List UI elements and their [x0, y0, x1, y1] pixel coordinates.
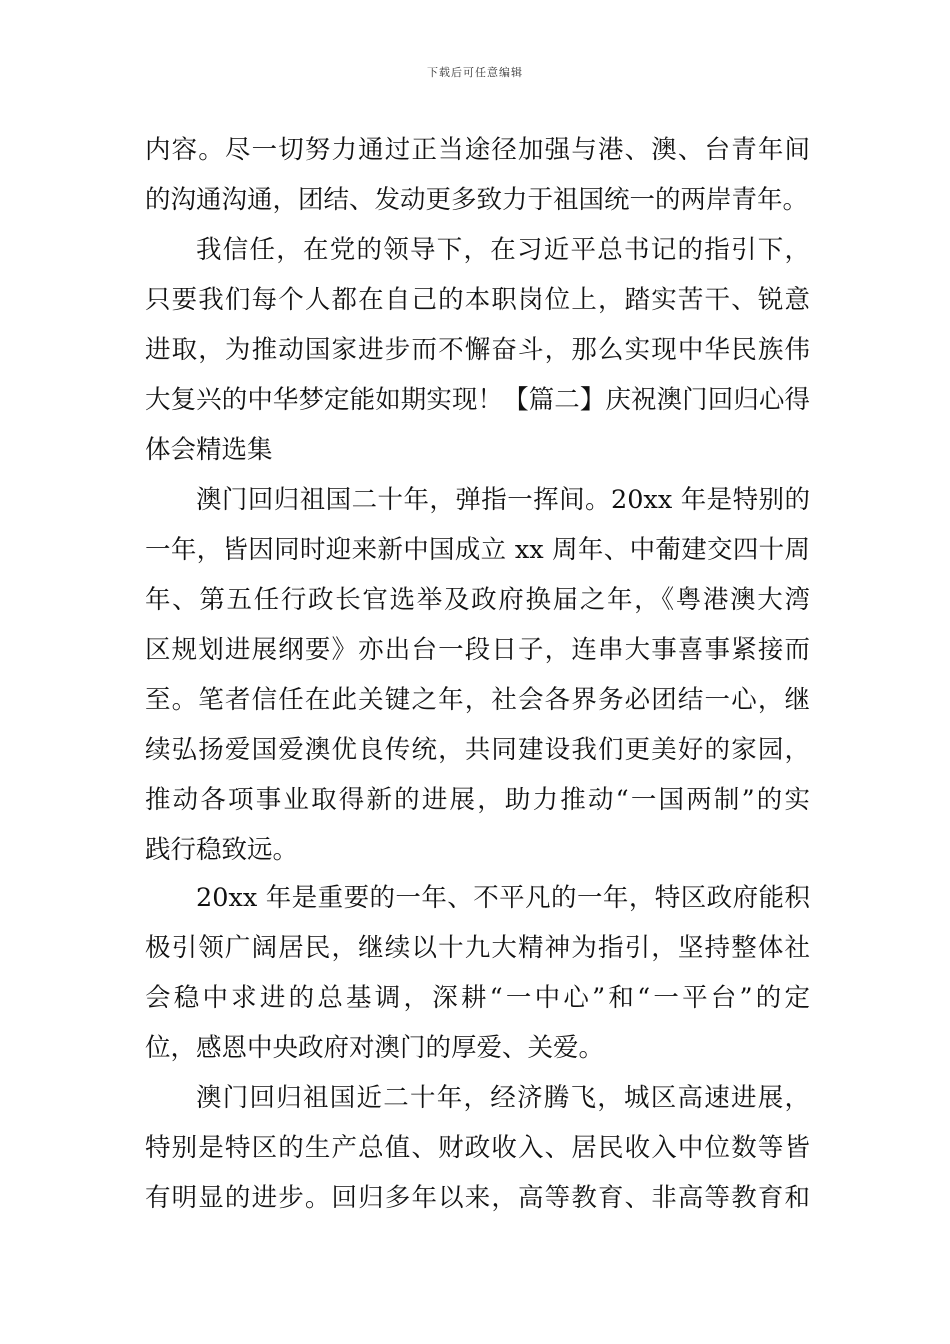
text-line: 20xx 年是重要的一年、不平凡的一年，特区政府能积	[196, 883, 810, 913]
text-line: 体会精选集	[145, 435, 273, 465]
text-line: 进取，为推动国家进步而不懈奋斗，那么实现中华民族伟	[145, 335, 810, 365]
text-line: 续弘扬爱国爱澳优良传统，共同建设我们更美好的家园，	[145, 735, 810, 765]
text-line: 大复兴的中华梦定能如期实现！【篇二】庆祝澳门回归心得	[145, 385, 810, 415]
text-line: 极引领广阔居民，继续以十九大精神为指引，坚持整体社	[145, 933, 810, 963]
text-line: 澳门回归祖国二十年，弹指一挥间。20xx 年是特别的	[196, 485, 810, 515]
text-line: 至。笔者信任在此关键之年，社会各界务必团结一心，继	[145, 685, 810, 715]
text-line: 推动各项事业取得新的进展，助力推动“一国两制”的实	[145, 785, 810, 815]
page-header: 下载后可任意编辑	[427, 66, 523, 79]
text-line: 践行稳致远。	[145, 835, 299, 865]
text-line: 只要我们每个人都在自己的本职岗位上，踏实苦干、锐意	[145, 285, 810, 315]
text-line: 年、第五任行政长官选举及政府换届之年，《粤港澳大湾	[145, 585, 810, 615]
text-line: 澳门回归祖国近二十年，经济腾飞，城区高速进展，	[196, 1083, 810, 1113]
text-line: 位，感恩中央政府对澳门的厚爱、关爱。	[145, 1033, 605, 1063]
text-line: 特别是特区的生产总值、财政收入、居民收入中位数等皆	[145, 1133, 810, 1163]
text-line: 我信任，在党的领导下，在习近平总书记的指引下，	[196, 235, 810, 265]
text-line: 有明显的进步。回归多年以来，高等教育、非高等教育和	[145, 1183, 810, 1213]
text-line: 会稳中求进的总基调，深耕“一中心”和“一平台”的定	[145, 983, 810, 1013]
text-line: 内容。尽一切努力通过正当途径加强与港、澳、台青年间	[145, 135, 810, 165]
text-line: 区规划进展纲要》亦出台一段日子，连串大事喜事紧接而	[145, 635, 810, 665]
text-line: 一年，皆因同时迎来新中国成立 xx 周年、中葡建交四十周	[145, 535, 810, 565]
text-line: 的沟通沟通，团结、发动更多致力于祖国统一的两岸青年。	[145, 185, 809, 215]
